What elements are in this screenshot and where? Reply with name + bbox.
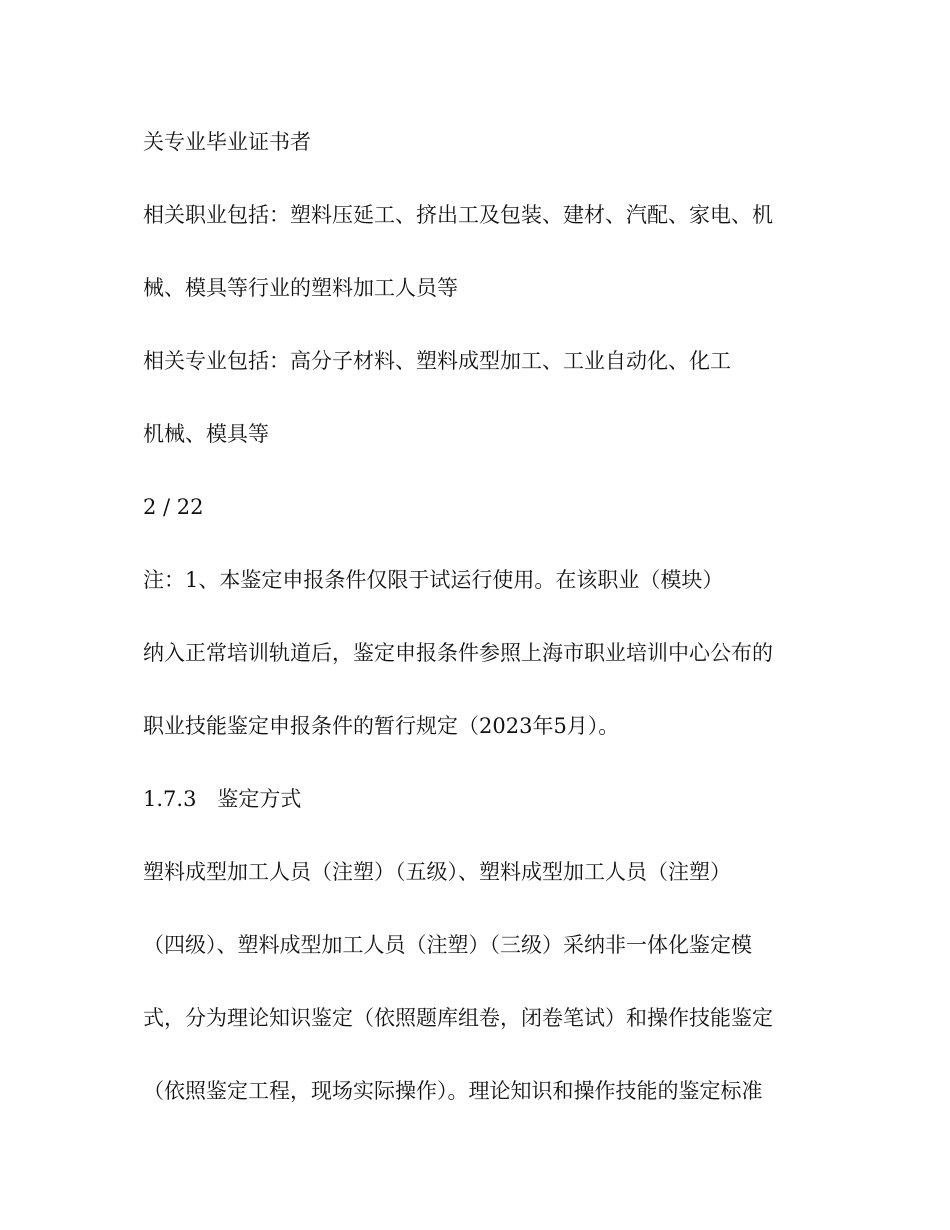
- text-line: 相关专业包括：高分子材料、塑料成型加工、工业自动化、化工: [143, 349, 731, 373]
- page-number: 2 / 22: [143, 495, 204, 519]
- section-heading: 1.7.3 鉴定方式: [143, 787, 302, 811]
- text-line: 职业技能鉴定申报条件的暂行规定（2023年5月）。: [143, 714, 620, 738]
- text-line: 机械、模具等: [143, 422, 269, 446]
- text-line: （四级）、塑料成型加工人员（注塑）（三级）采纳非一体化鉴定模: [143, 933, 752, 957]
- text-line: 式，分为理论知识鉴定（依照题库组卷，闭卷笔试）和操作技能鉴定: [143, 1006, 773, 1030]
- text-line: 械、模具等行业的塑料加工人员等: [143, 276, 458, 300]
- text-line: （依照鉴定工程，现场实际操作）。理论知识和操作技能的鉴定标准: [143, 1079, 763, 1103]
- text-line: 塑料成型加工人员（注塑）（五级）、塑料成型加工人员（注塑）: [143, 860, 731, 884]
- text-line: 注：1、本鉴定申报条件仅限于试运行使用。在该职业（模块）: [143, 568, 724, 592]
- text-line: 相关职业包括：塑料压延工、挤出工及包装、建材、汽配、家电、机: [143, 203, 773, 227]
- text-line: 关专业毕业证书者: [143, 130, 311, 154]
- text-line: 纳入正常培训轨道后，鉴定申报条件参照上海市职业培训中心公布的: [143, 641, 773, 665]
